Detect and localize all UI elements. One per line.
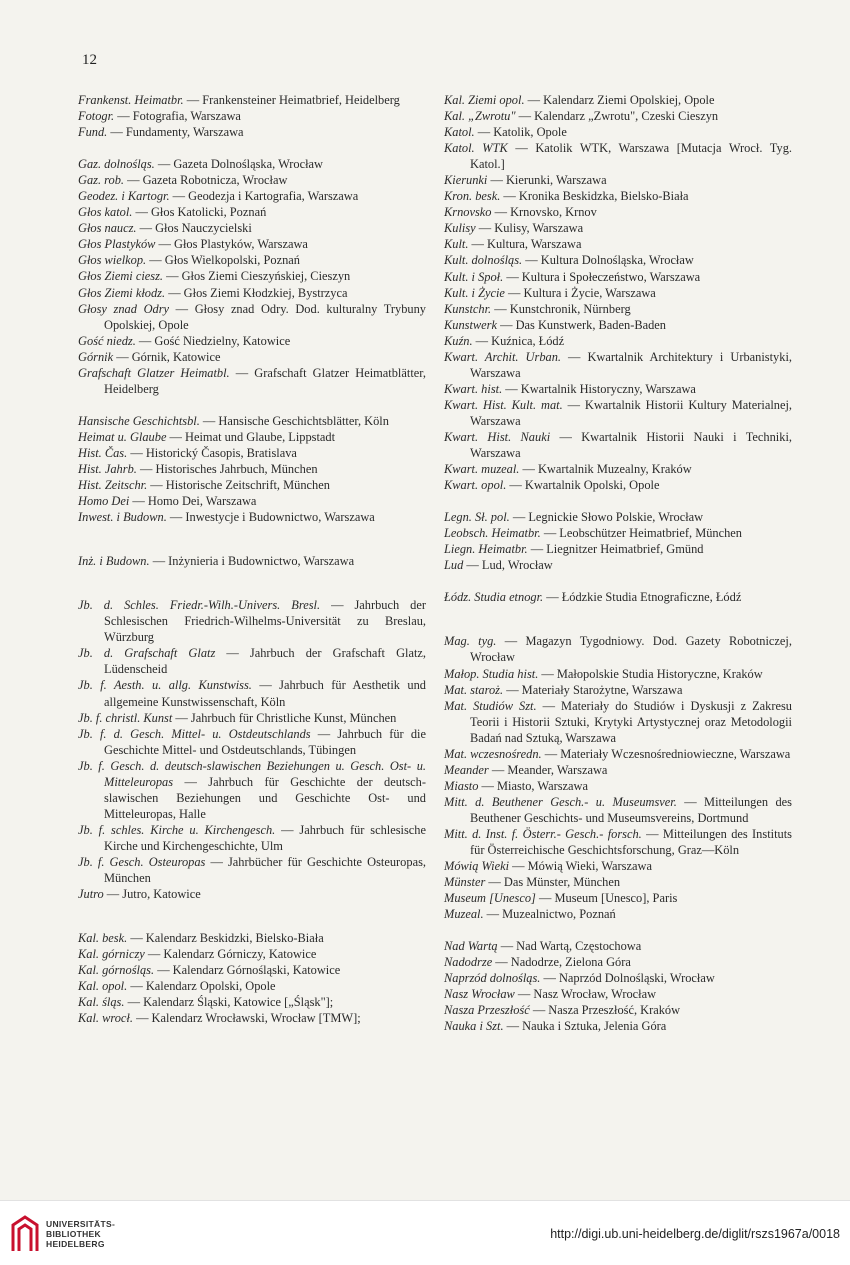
section-spacer <box>78 397 426 413</box>
entry-abbreviation: Głos Ziemi kłodz. <box>78 285 166 300</box>
entry-full-title: — Fotografia, Warszawa <box>114 109 241 124</box>
bibliography-entry <box>78 962 426 978</box>
entry-abbreviation: Inwest. i Budown. <box>78 510 167 525</box>
bibliography-entry <box>78 445 426 461</box>
entry-full-title: — Magazyn Tygodniowy. Dod. Gazety Robotniczej, Wrocław <box>470 634 792 665</box>
bibliography-entry <box>78 204 426 220</box>
bibliography-entry <box>444 557 792 573</box>
bibliography-entry <box>78 946 426 962</box>
bibliography-entry <box>444 890 792 906</box>
bibliography-entry <box>78 461 426 477</box>
entry-full-title: — Gość Niedzielny, Katowice <box>135 333 291 348</box>
entry-full-title: — Miasto, Warszawa <box>478 778 588 793</box>
entry-abbreviation: Inż. i Budown. <box>78 554 150 569</box>
bibliography-entry <box>444 285 792 301</box>
bibliography-entry <box>78 188 426 204</box>
entry-full-title: — Kwartalnik Opolski, Opole <box>506 478 660 493</box>
entry-abbreviation: Gaz. rob. <box>78 173 125 188</box>
entry-abbreviation: Heimat u. Glaube <box>78 429 167 444</box>
entry-abbreviation: Katol. <box>444 125 475 140</box>
bibliography-entry <box>444 397 792 429</box>
entry-full-title: — Hansische Geschichtsblätter, Köln <box>199 413 389 428</box>
entry-abbreviation: Muzeal. <box>444 907 484 922</box>
entry-abbreviation: Fotogr. <box>78 109 115 124</box>
entry-full-title: — Muzealnictwo, Poznań <box>483 907 616 922</box>
entry-full-title: — Materiały Starożytne, Warszawa <box>503 682 683 697</box>
entry-abbreviation: Frankenst. Heimatbr. <box>78 93 184 107</box>
entry-abbreviation: Górnik <box>78 349 114 364</box>
entry-abbreviation: Mitt. d. Beuthener Gesch.- u. Museumsver. <box>444 794 677 809</box>
entry-full-title: — Lud, Wrocław <box>463 558 553 573</box>
entry-abbreviation: Gaz. dolnośląs. <box>78 157 155 172</box>
entry-full-title: — Nad Wartą, Częstochowa <box>497 939 642 954</box>
entry-full-title: — Gazeta Dolnośląska, Wrocław <box>154 157 323 172</box>
bibliography-entry <box>78 886 426 902</box>
entry-full-title: — Grafschaft Glatzer Heimatblätter, Heidelberg <box>104 365 426 396</box>
entry-full-title: — Krnovsko, Krnov <box>491 205 597 220</box>
bibliography-entry <box>78 108 426 124</box>
bibliography-entry <box>78 1010 426 1026</box>
bibliography-entry <box>78 645 426 677</box>
entry-full-title: — Kwartalnik Architektury i Urbanistyki, Warszawa <box>470 349 792 380</box>
entry-abbreviation: Liegn. Heimatbr. <box>444 542 528 557</box>
bibliography-entry <box>444 954 792 970</box>
entry-full-title: — Głos Wielkopolski, Poznań <box>146 253 300 268</box>
entry-full-title: — Legnickie Słowo Polskie, Wrocław <box>509 510 704 525</box>
entry-full-title: — Das Kunstwerk, Baden-Baden <box>497 317 666 332</box>
entry-abbreviation: Jutro <box>78 887 104 902</box>
entry-abbreviation: Miasto <box>444 778 479 793</box>
entry-abbreviation: Hansische Geschichtsbl. <box>78 413 200 428</box>
bibliography-entry <box>444 317 792 333</box>
entry-full-title: — Inżynieria i Budownictwo, Warszawa <box>149 554 355 569</box>
entry-full-title: — Meander, Warszawa <box>488 762 608 777</box>
bibliography-entry <box>444 874 792 890</box>
entry-abbreviation: Jb. f. Gesch. d. deutsch-slawischen Beziehungen u. Gesch. Ost- u. Mitteleuropas <box>78 758 426 789</box>
entry-abbreviation: Leobsch. Heimatbr. <box>444 526 541 541</box>
entry-abbreviation: Homo Dei <box>78 494 130 509</box>
entry-full-title: — Kwartalnik Historii Kultury Materialnej, Warszawa <box>470 397 792 428</box>
bibliography-entry <box>444 666 792 682</box>
entry-abbreviation: Mówią Wieki <box>444 859 510 874</box>
bibliography-entry <box>78 597 426 645</box>
university-library-logo-icon[interactable] <box>10 1215 40 1253</box>
bibliography-entry <box>444 204 792 220</box>
bibliography-entry <box>444 172 792 188</box>
entry-abbreviation: Kuźn. <box>444 333 473 348</box>
entry-abbreviation: Jb. d. Schles. Friedr.-Wilh.-Univers. Bresl. <box>78 598 321 613</box>
entry-full-title: — Kalendarz Górniczy, Katowice <box>144 947 317 962</box>
entry-abbreviation: Nasz Wrocław <box>444 987 515 1002</box>
bibliography-entry <box>78 236 426 252</box>
entry-full-title: — Historický Časopis, Bratislava <box>127 445 297 460</box>
entry-full-title: — Małopolskie Studia Historyczne, Kraków <box>538 666 763 681</box>
entry-full-title: — Jahrbuch für schlesische Kirche und Kirchengeschichte, Ulm <box>104 822 427 853</box>
bibliography-entry <box>444 633 792 665</box>
entry-full-title: — Kultura i Społeczeństwo, Warszawa <box>503 269 701 284</box>
bibliography-entry <box>444 589 792 605</box>
entry-full-title: — Głos Ziemi Cieszyńskiej, Cieszyn <box>163 269 351 284</box>
entry-abbreviation: Kunstwerk <box>444 317 498 332</box>
entry-full-title: — Gazeta Robotnicza, Wrocław <box>124 173 288 188</box>
bibliography-entry <box>78 92 426 108</box>
entry-full-title: — Materiały Wczesnośredniowieczne, Warszawa <box>541 746 791 761</box>
entry-full-title: — Jahrbücher für Geschichte Osteuropas, München <box>104 854 426 886</box>
bibliography-entry <box>444 269 792 285</box>
bibliography-entry <box>444 333 792 349</box>
entry-abbreviation: Geodez. i Kartogr. <box>78 189 170 204</box>
entry-abbreviation: Kal. opol. <box>78 979 128 994</box>
entry-full-title: — Inwestycje i Budownictwo, Warszawa <box>166 510 375 525</box>
entry-full-title: — Historische Zeitschrift, München <box>147 478 330 493</box>
entry-full-title: — Kalendarz Beskidzki, Bielsko-Biała <box>127 931 324 946</box>
entry-full-title: — Kultura Dolnośląska, Wrocław <box>522 253 694 268</box>
bibliography-entry <box>444 1018 792 1034</box>
entry-abbreviation: Kult. <box>444 237 469 252</box>
entry-full-title: — Materiały do Studiów i Dyskusji z Zakresu Teorii i Historii Sztuki, Krytyki Artystycznej oraz Metodologii Badań nad Sztuką, Warszawa <box>470 698 792 745</box>
bibliography-entry <box>444 970 792 986</box>
logo-line: HEIDELBERG <box>46 1239 105 1249</box>
entry-abbreviation: Hist. Zeitschr. <box>78 478 148 493</box>
entry-full-title: — Jahrbuch der Schlesischen Friedrich-Wilhelms-Universität zu Breslau, Würzburg <box>104 598 426 645</box>
bibliography-entry <box>444 906 792 922</box>
bibliography-entry <box>78 349 426 365</box>
entry-abbreviation: Kwart. muzeal. <box>444 462 520 477</box>
bibliography-entry <box>444 826 792 858</box>
entry-abbreviation: Kwart. hist. <box>444 381 503 396</box>
entry-abbreviation: Nad Wartą <box>444 939 498 954</box>
entry-full-title: — Frankensteiner Heimatbrief, Heidelberg <box>183 93 400 107</box>
entry-abbreviation: Kierunki <box>444 173 488 188</box>
entry-abbreviation: Kal. wrocł. <box>78 1011 133 1026</box>
entry-full-title: — Kunstchronik, Nürnberg <box>491 301 631 316</box>
bibliography-entry <box>78 677 426 709</box>
bibliography-entry <box>444 477 792 493</box>
entry-abbreviation: Katol. WTK <box>444 141 508 156</box>
bibliography-entry <box>78 994 426 1010</box>
entry-abbreviation: Mat. Studiów Szt. <box>444 698 537 713</box>
entry-abbreviation: Mag. tyg. <box>444 634 497 649</box>
entry-full-title: — Kronika Beskidzka, Bielsko-Biała <box>500 189 689 204</box>
entry-full-title: — Kultura i Życie, Warszawa <box>504 285 656 300</box>
entry-abbreviation: Kult. i Życie <box>444 285 505 300</box>
entry-abbreviation: Jb. f. Gesch. Osteuropas <box>78 854 206 869</box>
entry-abbreviation: Grafschaft Glatzer Heimatbl. <box>78 365 230 380</box>
bibliography-entry <box>444 349 792 381</box>
bibliography-entry <box>444 858 792 874</box>
bibliography-entry <box>444 124 792 140</box>
bibliography-entry <box>78 285 426 301</box>
entry-abbreviation: Głos Plastyków <box>78 237 156 252</box>
bibliography-entry <box>78 365 426 397</box>
entry-full-title: — Kierunki, Warszawa <box>487 173 607 188</box>
entry-full-title: — Naprzód Dolnośląski, Wrocław <box>540 971 715 986</box>
bibliography-entry <box>444 381 792 397</box>
entry-abbreviation: Krnovsko <box>444 205 492 220</box>
section-spacer <box>78 569 426 597</box>
entry-full-title: — Kalendarz Opolski, Opole <box>127 979 276 994</box>
entry-abbreviation: Hist. Jahrb. <box>78 461 137 476</box>
right-column <box>444 92 792 1035</box>
section-spacer <box>78 902 426 930</box>
bibliography-entry <box>78 553 426 569</box>
bibliography-entry <box>78 854 426 886</box>
entry-abbreviation: Kunstchr. <box>444 301 492 316</box>
bibliography-entry <box>444 220 792 236</box>
entry-abbreviation: Mat. wczesnośredn. <box>444 746 542 761</box>
bibliography-entry <box>78 493 426 509</box>
bibliography-entry <box>444 778 792 794</box>
entry-abbreviation: Kwart. Hist. Nauki <box>444 429 551 444</box>
entry-abbreviation: Mitt. d. Inst. f. Österr.- Gesch.- forsch. <box>444 826 642 841</box>
bibliography-entry <box>444 794 792 826</box>
entry-full-title: — Liegnitzer Heimatbrief, Gmünd <box>527 542 704 557</box>
bibliography-entry <box>444 140 792 172</box>
entry-abbreviation: Głosy znad Odry <box>78 301 170 316</box>
entry-full-title: — Kwartalnik Historyczny, Warszawa <box>502 381 696 396</box>
entry-abbreviation: Jb. f. Aesth. u. allg. Kunstwiss. <box>78 678 252 693</box>
section-spacer <box>444 922 792 938</box>
bibliography-entry <box>78 822 426 854</box>
page-number: 12 <box>82 52 97 68</box>
bibliography-entry <box>78 172 426 188</box>
bibliography-entry <box>78 124 426 140</box>
entry-abbreviation: Hist. Čas. <box>78 445 128 460</box>
entry-full-title: — Kwartalnik Muzealny, Kraków <box>519 462 692 477</box>
entry-abbreviation: Nasza Przeszłość <box>444 1003 530 1018</box>
entry-abbreviation: Kron. besk. <box>444 189 501 204</box>
entry-abbreviation: Jb. f. schles. Kirche u. Kirchengesch. <box>78 822 276 837</box>
footer-bar <box>0 1200 850 1265</box>
bibliography-entry <box>444 461 792 477</box>
entry-full-title: — Jahrbuch für Christliche Kunst, München <box>172 710 397 725</box>
entry-abbreviation: Głos naucz. <box>78 221 137 236</box>
entry-abbreviation: Naprzód dolnośląs. <box>444 971 541 986</box>
entry-full-title: — Leobschützer Heimatbrief, München <box>540 526 742 541</box>
entry-full-title: — Das Münster, München <box>485 875 621 890</box>
bibliography-entry <box>78 710 426 726</box>
entry-abbreviation: Kult. dolnośląs. <box>444 253 523 268</box>
entry-abbreviation: Münster <box>444 875 486 890</box>
bibliography-entry <box>444 525 792 541</box>
entry-full-title: — Kalendarz Górnośląski, Katowice <box>154 963 341 978</box>
bibliography-entry <box>78 930 426 946</box>
entry-full-title: — Mówią Wieki, Warszawa <box>509 859 652 874</box>
bibliography-entry <box>78 333 426 349</box>
entry-full-title: — Jahrbuch für Geschichte der deutsch-slawischen Beziehungen und Geschichte Ost- und Mitteleuropas, Halle <box>104 774 426 821</box>
entry-abbreviation: Głos wielkop. <box>78 253 147 268</box>
bibliography-entry <box>78 726 426 758</box>
entry-abbreviation: Kal. besk. <box>78 931 128 946</box>
bibliography-entry <box>444 92 792 108</box>
entry-abbreviation: Kal. górniczy <box>78 947 145 962</box>
entry-abbreviation: Głos Ziemi ciesz. <box>78 269 164 284</box>
entry-full-title: — Kalendarz Wrocławski, Wrocław [TMW]; <box>132 1011 361 1026</box>
entry-abbreviation: Jb. f. d. Gesch. Mittel- u. Ostdeutschlands <box>78 726 311 741</box>
entry-abbreviation: Głos katol. <box>78 205 133 220</box>
bibliography-entry <box>444 429 792 461</box>
entry-full-title: — Jahrbuch für Aesthetik und allgemeine Kunstwissenschaft, Köln <box>104 678 426 709</box>
entry-full-title: — Głos Katolicki, Poznań <box>132 205 267 220</box>
entry-full-title: — Kalendarz Śląski, Katowice [„Śląsk"]; <box>124 995 334 1010</box>
entry-abbreviation: Mat. staroż. <box>444 682 504 697</box>
section-spacer <box>444 573 792 589</box>
entry-abbreviation: Kwart. Hist. Kult. mat. <box>444 397 563 412</box>
bibliography-entry <box>78 301 426 333</box>
section-spacer <box>78 140 426 156</box>
entry-full-title: — Głos Ziemi Kłodzkiej, Bystrzyca <box>165 285 348 300</box>
entry-full-title: — Jahrbuch der Grafschaft Glatz, Lüdenscheid <box>104 646 426 677</box>
entry-full-title: — Homo Dei, Warszawa <box>129 494 257 509</box>
logo-line: BIBLIOTHEK <box>46 1229 101 1239</box>
entry-full-title: — Jutro, Katowice <box>103 887 201 902</box>
bibliography-entry <box>444 682 792 698</box>
entry-abbreviation: Lud <box>444 558 464 573</box>
entry-abbreviation: Fund. <box>78 125 108 140</box>
entry-full-title: — Katolik WTK, Warszawa [Mutacja Wrocł. Tyg. Katol.] <box>470 141 792 172</box>
entry-full-title: — Fundamenty, Warszawa <box>107 125 244 140</box>
entry-abbreviation: Legn. Sł. pol. <box>444 510 510 525</box>
entry-full-title: — Kulisy, Warszawa <box>475 221 584 236</box>
entry-abbreviation: Nauka i Szt. <box>444 1019 504 1034</box>
entry-full-title: — Kuźnica, Łódź <box>472 333 565 348</box>
entry-abbreviation: Kulisy <box>444 221 476 236</box>
bibliography-entry <box>444 1002 792 1018</box>
entry-full-title: — Głosy znad Odry. Dod. kulturalny Trybuny Opolskiej, Opole <box>104 301 426 332</box>
entry-abbreviation: Meander <box>444 762 489 777</box>
bibliography-entry <box>444 188 792 204</box>
entry-abbreviation: Kult. i Społ. <box>444 269 504 284</box>
entry-full-title: — Nadodrze, Zielona Góra <box>492 955 631 970</box>
entry-abbreviation: Kal. górnośląs. <box>78 963 155 978</box>
entry-full-title: — Nasz Wrocław, Wrocław <box>514 987 657 1002</box>
bibliography-entry <box>78 156 426 172</box>
entry-full-title: — Historisches Jahrbuch, München <box>136 461 318 476</box>
entry-full-title: — Głos Plastyków, Warszawa <box>155 237 308 252</box>
entry-abbreviation: Jb. d. Grafschaft Glatz <box>78 646 216 661</box>
bibliography-entry <box>78 252 426 268</box>
section-spacer <box>444 493 792 509</box>
entry-abbreviation: Małop. Studia hist. <box>444 666 539 681</box>
bibliography-entry <box>78 477 426 493</box>
entry-full-title: — Mitteilungen des Beuthener Geschichts- und Museumsvereins, Dortmund <box>470 794 792 825</box>
entry-full-title: — Nasza Przeszłość, Kraków <box>529 1003 681 1018</box>
bibliography-entry <box>444 762 792 778</box>
entry-full-title: — Heimat und Glaube, Lippstadt <box>166 429 336 444</box>
bibliography-entry <box>78 429 426 445</box>
bibliography-entry <box>78 978 426 994</box>
bibliography-entry <box>444 236 792 252</box>
entry-full-title: — Katolik, Opole <box>474 125 567 140</box>
bibliography-entry <box>444 108 792 124</box>
bibliography-entry <box>444 252 792 268</box>
entry-abbreviation: Kal. śląs. <box>78 995 125 1010</box>
entry-full-title: — Mitteilungen des Instituts für Österreichische Geschichtsforschung, Graz—Köln <box>470 826 792 858</box>
bibliography-entry <box>78 268 426 284</box>
entry-abbreviation: Museum [Unesco] <box>444 891 536 906</box>
bibliography-entry <box>444 938 792 954</box>
entry-full-title: — Museum [Unesco], Paris <box>535 891 678 906</box>
left-column <box>78 92 426 1026</box>
bibliography-entry <box>78 413 426 429</box>
logo-line: UNIVERSITÄTS- <box>46 1219 116 1229</box>
permalink-url[interactable]: http://digi.ub.uni-heidelberg.de/diglit/rszs1967a/0018 <box>550 1227 840 1241</box>
entry-abbreviation: Gość niedz. <box>78 333 136 348</box>
bibliography-entry <box>78 758 426 822</box>
entry-full-title: — Nauka i Sztuka, Jelenia Góra <box>503 1019 667 1034</box>
bibliography-entry <box>444 509 792 525</box>
entry-full-title: — Głos Nauczycielski <box>136 221 252 236</box>
section-spacer <box>78 525 426 553</box>
entry-full-title: — Kultura, Warszawa <box>468 237 582 252</box>
entry-abbreviation: Kwart. opol. <box>444 478 507 493</box>
entry-abbreviation: Jb. f. christl. Kunst <box>78 710 173 725</box>
bibliography-entry <box>78 509 426 525</box>
library-name[interactable] <box>46 1219 115 1249</box>
entry-abbreviation: Kal. „Zwrotu" <box>444 109 516 124</box>
bibliography-entry <box>444 698 792 746</box>
entry-full-title: — Jahrbuch für die Geschichte Mittel- und Ostdeutschlands, Tübingen <box>104 726 426 757</box>
entry-abbreviation: Kal. Ziemi opol. <box>444 93 525 107</box>
entry-full-title: — Kalendarz „Zwrotu", Czeski Cieszyn <box>515 109 719 124</box>
entry-full-title: — Kwartalnik Historii Nauki i Techniki, Warszawa <box>470 429 792 461</box>
bibliography-entry <box>444 986 792 1002</box>
entry-full-title: — Geodezja i Kartografia, Warszawa <box>169 189 359 204</box>
entry-abbreviation: Kwart. Archit. Urban. <box>444 349 561 364</box>
bibliography-entry <box>444 301 792 317</box>
entry-full-title: — Kalendarz Ziemi Opolskiej, Opole <box>524 93 715 107</box>
section-spacer <box>444 605 792 633</box>
bibliography-entry <box>444 746 792 762</box>
bibliography-entry <box>444 541 792 557</box>
entry-abbreviation: Łódz. Studia etnogr. <box>444 590 544 605</box>
entry-full-title: — Łódzkie Studia Etnograficzne, Łódź <box>543 590 742 605</box>
entry-full-title: — Górnik, Katowice <box>113 349 221 364</box>
entry-abbreviation: Nadodrze <box>444 955 493 970</box>
bibliography-entry <box>78 220 426 236</box>
